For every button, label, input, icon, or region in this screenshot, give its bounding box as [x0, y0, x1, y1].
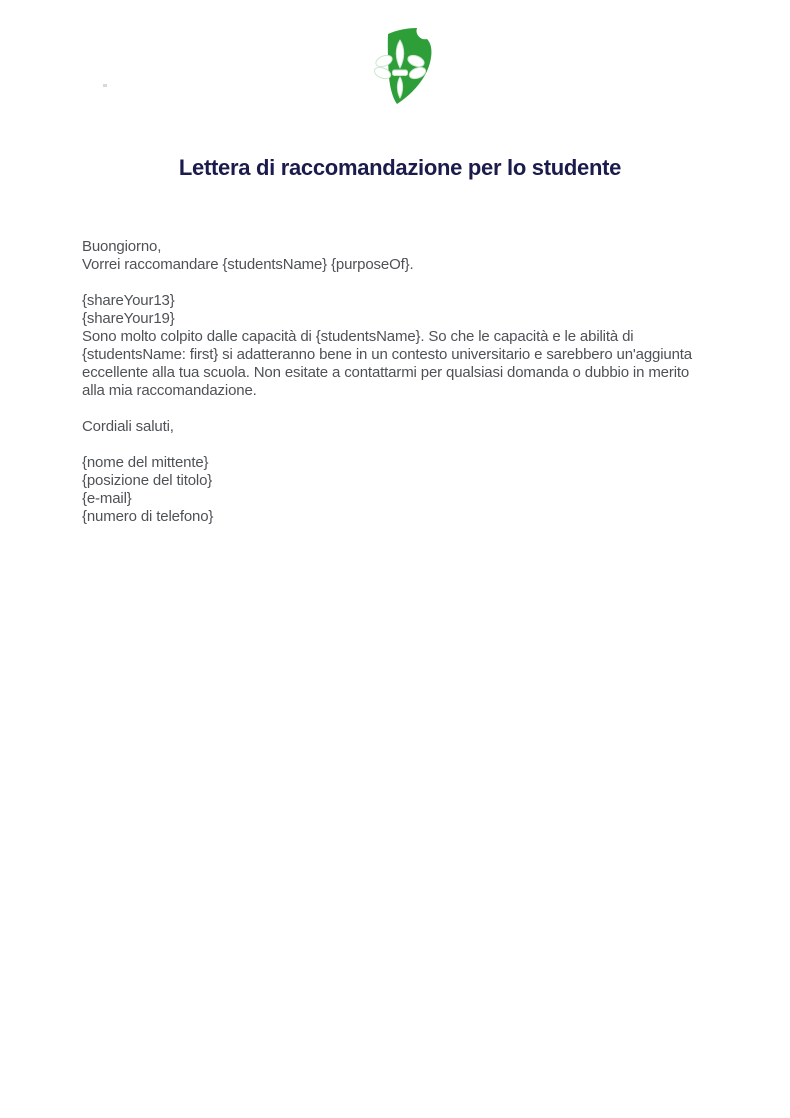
placeholder-share-2: {shareYour19} — [82, 310, 175, 327]
closing-line: Cordiali saluti, — [82, 418, 174, 435]
page-title: Lettera di raccomandazione per lo studente — [178, 155, 622, 180]
signature-phone: {numero di telefono} — [82, 508, 214, 525]
letter-body — [82, 238, 718, 526]
body-line-4: alla mia raccomandazione. — [82, 382, 257, 399]
logo — [82, 0, 718, 108]
shield-fleur-de-lis-icon — [367, 28, 433, 108]
placeholder-share-1: {shareYour13} — [82, 292, 175, 309]
speck-artifact — [103, 84, 107, 87]
shield-shape — [388, 28, 432, 104]
signature-name: {nome del mittente} — [82, 454, 209, 471]
greeting-line: Buongiorno, — [82, 238, 162, 255]
body-line-3: eccellente alla tua scuola. Non esitate a contattarmi per qualsiasi domanda o dubbio in merito — [82, 364, 690, 381]
document-content — [82, 0, 718, 526]
body-line-2: {studentsName: first} si adatteranno bene in un contesto universitario e sarebbero un'aggiunta — [82, 346, 692, 363]
signature-email: {e-mail} — [82, 490, 132, 507]
body-line-1: Sono molto colpito dalle capacità di {studentsName}. So che le capacità e le abilità di — [82, 328, 634, 345]
signature-job-title: {posizione del titolo} — [82, 472, 213, 489]
intro-line: Vorrei raccomandare {studentsName} {purposeOf}. — [82, 256, 414, 273]
